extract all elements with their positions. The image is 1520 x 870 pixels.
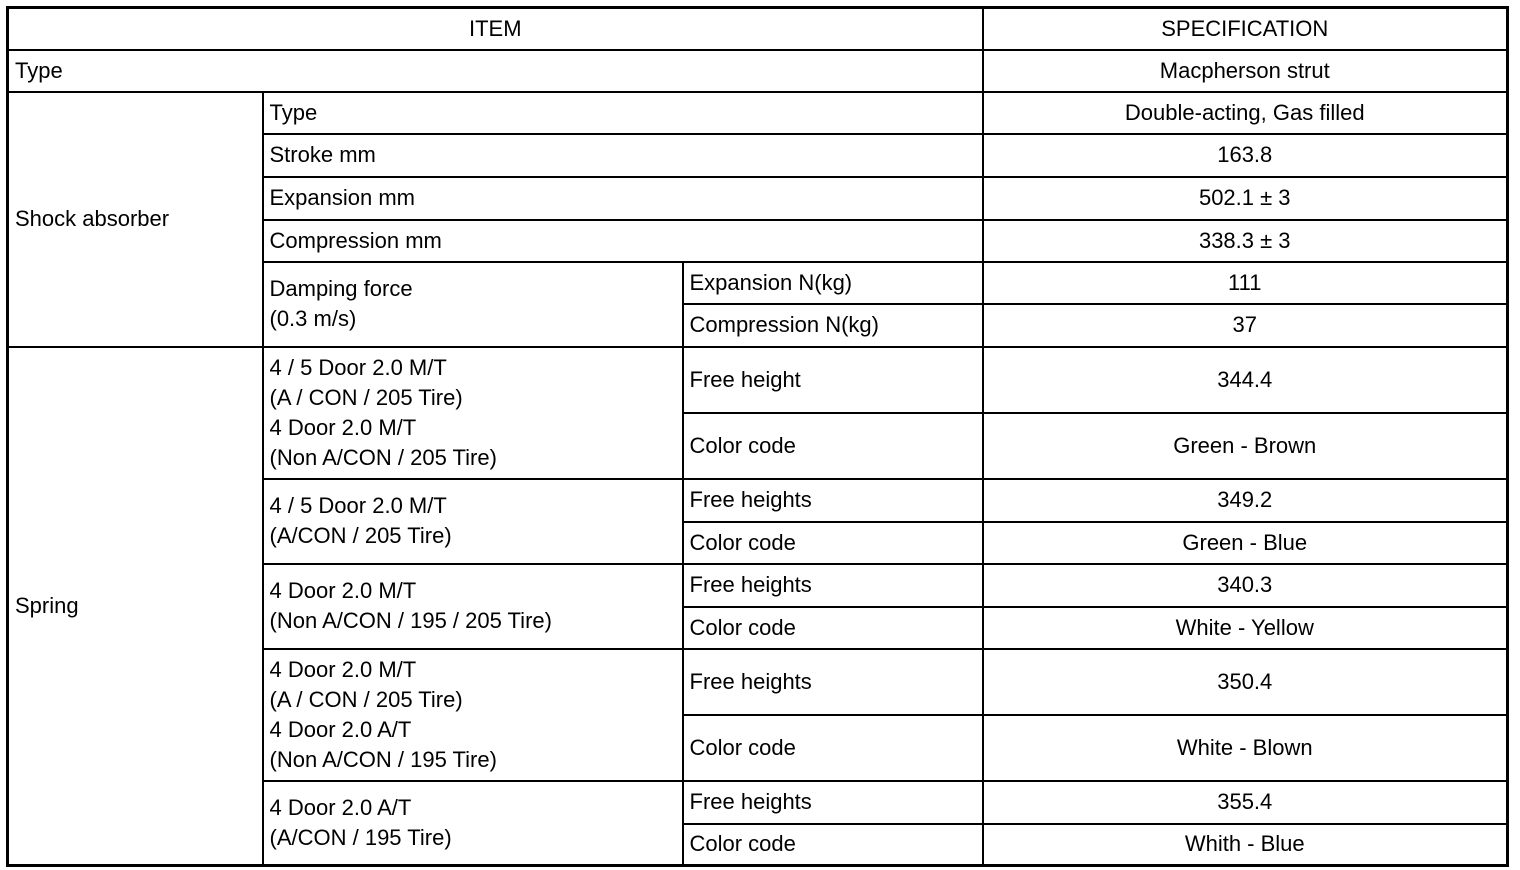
damping-force-label xyxy=(263,262,683,347)
free-height-label: Free heights xyxy=(683,479,983,522)
spec-table xyxy=(6,6,1509,867)
spring-variant xyxy=(263,479,683,564)
spring-variant xyxy=(263,649,683,781)
variant-line: 4 / 5 Door 2.0 M/T xyxy=(269,354,447,380)
free-height-label: Free heights xyxy=(683,781,983,824)
expansion-value: 502.1 ± 3 xyxy=(983,177,1508,220)
type-label: Type xyxy=(8,50,983,92)
variant-line: (A / CON / 205 Tire) xyxy=(269,686,463,712)
damping-compression-value: 37 xyxy=(983,304,1508,347)
variant-line: 4 Door 2.0 M/T xyxy=(269,414,417,440)
color-code-label: Color code xyxy=(683,715,983,781)
variant-line: 4 / 5 Door 2.0 M/T xyxy=(269,493,447,518)
variant-line: (A / CON / 205 Tire) xyxy=(269,384,463,410)
header-row xyxy=(8,8,1508,50)
stroke-value: 163.8 xyxy=(983,134,1508,177)
shock-type-label: Type xyxy=(263,92,983,134)
variant-line: (Non A/CON / 205 Tire) xyxy=(269,444,497,470)
variant-line: (Non A/CON / 195 / 205 Tire) xyxy=(269,608,552,633)
color-code-value: White - Yellow xyxy=(983,607,1508,649)
color-code-label: Color code xyxy=(683,824,983,866)
damping-expansion-value: 111 xyxy=(983,262,1508,304)
expansion-label: Expansion mm xyxy=(263,177,983,220)
variant-line: 4 Door 2.0 M/T xyxy=(269,578,417,603)
color-code-label: Color code xyxy=(683,522,983,564)
spring-variant xyxy=(263,347,683,479)
color-code-value: Whith - Blue xyxy=(983,824,1508,866)
compression-label: Compression mm xyxy=(263,220,983,262)
free-height-label: Free height xyxy=(683,347,983,413)
color-code-label: Color code xyxy=(683,607,983,649)
damping-force-line: Damping force xyxy=(269,276,413,301)
spring-variant xyxy=(263,781,683,866)
table-row xyxy=(8,347,1508,413)
free-height-value: 344.4 xyxy=(983,347,1508,413)
color-code-value: White - Blown xyxy=(983,715,1508,781)
free-height-label: Free heights xyxy=(683,649,983,715)
table-row xyxy=(8,92,1508,134)
free-height-value: 355.4 xyxy=(983,781,1508,824)
spring-label: Spring xyxy=(8,347,263,866)
table-row xyxy=(8,50,1508,92)
damping-force-line: (0.3 m/s) xyxy=(269,306,357,331)
variant-line: (A/CON / 195 Tire) xyxy=(269,824,452,850)
variant-line: 4 Door 2.0 A/T xyxy=(269,716,412,742)
shock-type-value: Double-acting, Gas filled xyxy=(983,92,1508,134)
specification-header: SPECIFICATION xyxy=(983,8,1508,50)
color-code-label: Color code xyxy=(683,413,983,479)
damping-compression-label: Compression N(kg) xyxy=(683,304,983,347)
free-height-value: 349.2 xyxy=(983,479,1508,522)
stroke-label: Stroke mm xyxy=(263,134,983,177)
item-header: ITEM xyxy=(8,8,983,50)
shock-absorber-label: Shock absorber xyxy=(8,92,263,347)
spring-variant xyxy=(263,564,683,649)
type-value: Macpherson strut xyxy=(983,50,1508,92)
damping-expansion-label: Expansion N(kg) xyxy=(683,262,983,304)
free-height-value: 350.4 xyxy=(983,649,1508,715)
variant-line: 4 Door 2.0 A/T xyxy=(269,794,412,820)
compression-value: 338.3 ± 3 xyxy=(983,220,1508,262)
variant-line: (A/CON / 205 Tire) xyxy=(269,523,452,548)
free-height-value: 340.3 xyxy=(983,564,1508,607)
color-code-value: Green - Brown xyxy=(983,413,1508,479)
variant-line: 4 Door 2.0 M/T xyxy=(269,656,417,682)
variant-line: (Non A/CON / 195 Tire) xyxy=(269,746,497,772)
color-code-value: Green - Blue xyxy=(983,522,1508,564)
free-height-label: Free heights xyxy=(683,564,983,607)
